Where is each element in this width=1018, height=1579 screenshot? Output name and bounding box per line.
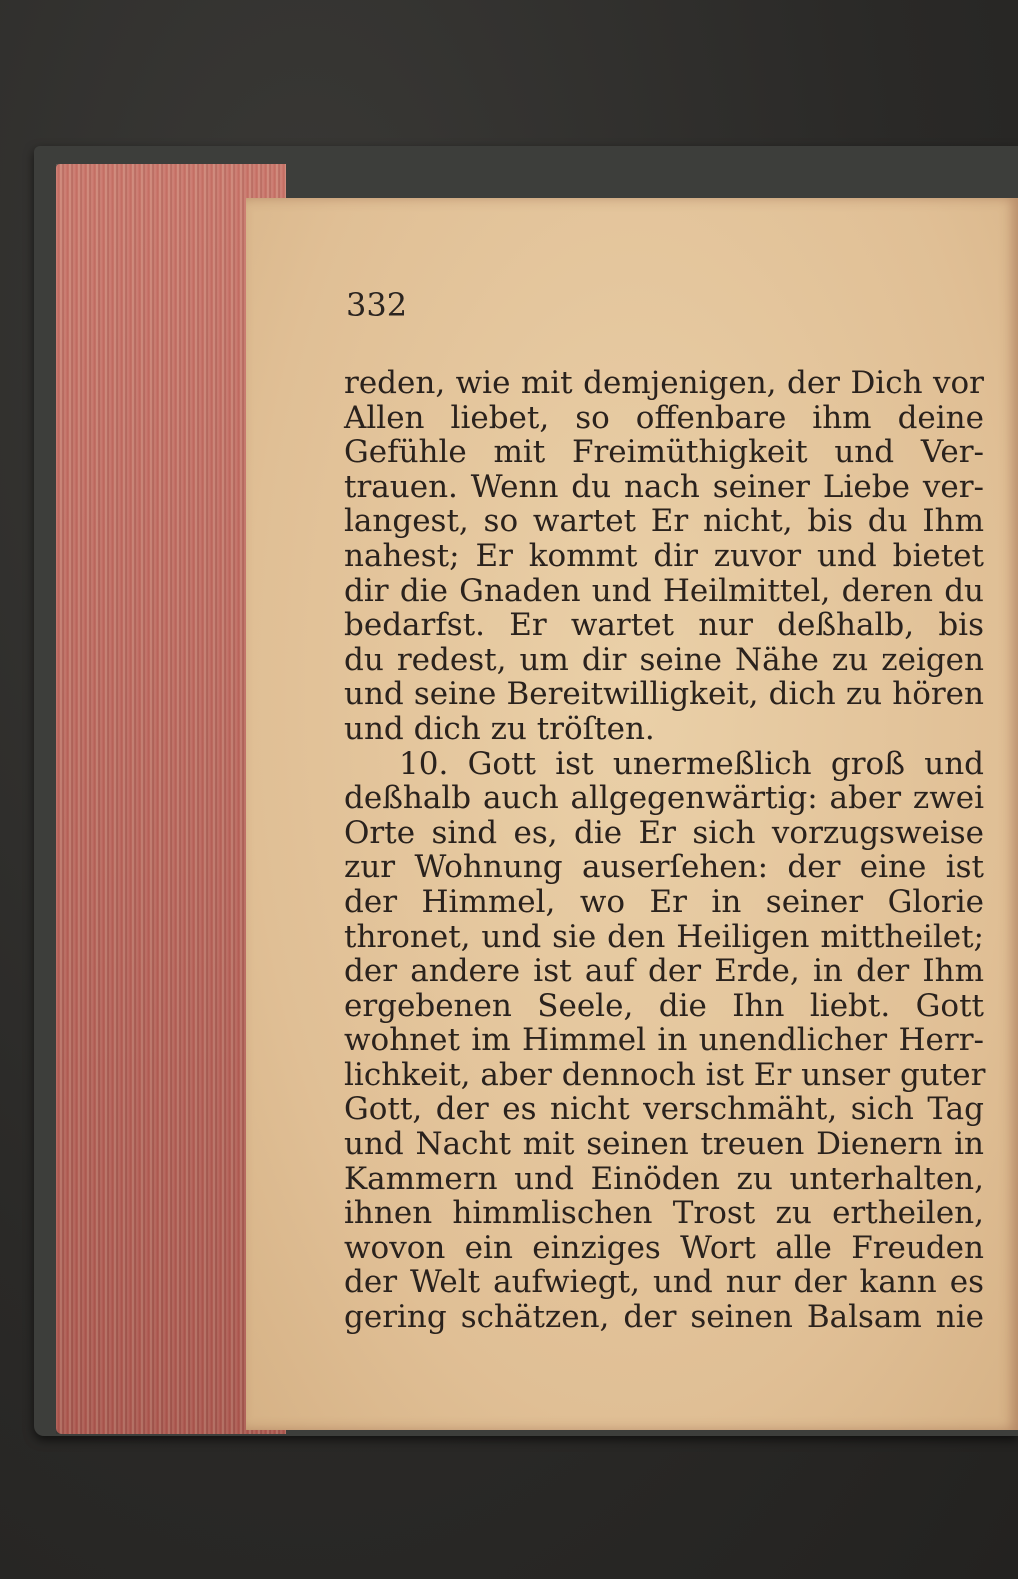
text-line: dir die Gnaden und Heilmittel, deren du: [344, 572, 984, 609]
text-line: gering schätzen, der seinen Balsam nie: [344, 1299, 984, 1336]
text-line: deßhalb auch allgegenwärtig: aber zwei: [344, 780, 984, 817]
paragraph-start-line: 10. Gott ist unermeßlich groß und: [399, 745, 984, 782]
text-line: der andere ist auf der Erde, in der Ihm: [344, 953, 984, 990]
page-text: [344, 366, 984, 1335]
text-line: bedarfst. Er wartet nur deßhalb, bis: [344, 607, 984, 644]
text-line: Orte sind es, die Er sich vorzugsweise: [344, 814, 984, 851]
text-line: ergebenen Seele, die Ihn liebt. Gott: [344, 987, 984, 1024]
text-line: wohnet im Himmel in unendlicher Herr-: [344, 1022, 984, 1059]
text-line: zur Wohnung auserſehen: der eine ist: [344, 849, 984, 886]
text-line: Allen liebet, so offenbare ihm deine: [344, 399, 984, 436]
text-line: und seine Bereitwilligkeit, dich zu hören: [344, 676, 984, 713]
text-line: ihnen himmlischen Trost zu ertheilen,: [344, 1195, 984, 1232]
text-line: du redest, um dir seine Nähe zu zeigen: [344, 641, 984, 678]
text-line: lichkeit, aber dennoch ist Er unser guter: [344, 1056, 986, 1093]
text-line: reden, wie mit demjenigen, der Dich vor: [344, 365, 984, 401]
text-line: Gefühle mit Freimüthigkeit und Ver-: [344, 434, 984, 471]
text-line: nahest; Er kommt dir zuvor und bietet: [344, 537, 984, 574]
text-line: der Welt aufwiegt, und nur der kann es: [344, 1264, 984, 1301]
text-line: und dich zu tröſten.: [344, 710, 655, 747]
book-page: [246, 198, 1018, 1430]
book: [34, 146, 1018, 1436]
text-line: thronet, und sie den Heiligen mittheilet;: [344, 918, 984, 955]
text-line: Gott, der es nicht verschmäht, sich Tag: [344, 1091, 984, 1128]
page-number: 332: [346, 286, 408, 324]
text-line: wovon ein einziges Wort alle Freuden: [344, 1229, 984, 1266]
text-line: langest, so wartet Er nicht, bis du Ihm: [344, 503, 984, 540]
text-line: und Nacht mit seinen treuen Dienern in: [344, 1126, 984, 1163]
text-line: trauen. Wenn du nach seiner Liebe ver-: [344, 468, 984, 505]
text-line: Kammern und Einöden zu unterhalten,: [344, 1160, 984, 1197]
text-line: der Himmel, wo Er in seiner Glorie: [344, 883, 984, 920]
